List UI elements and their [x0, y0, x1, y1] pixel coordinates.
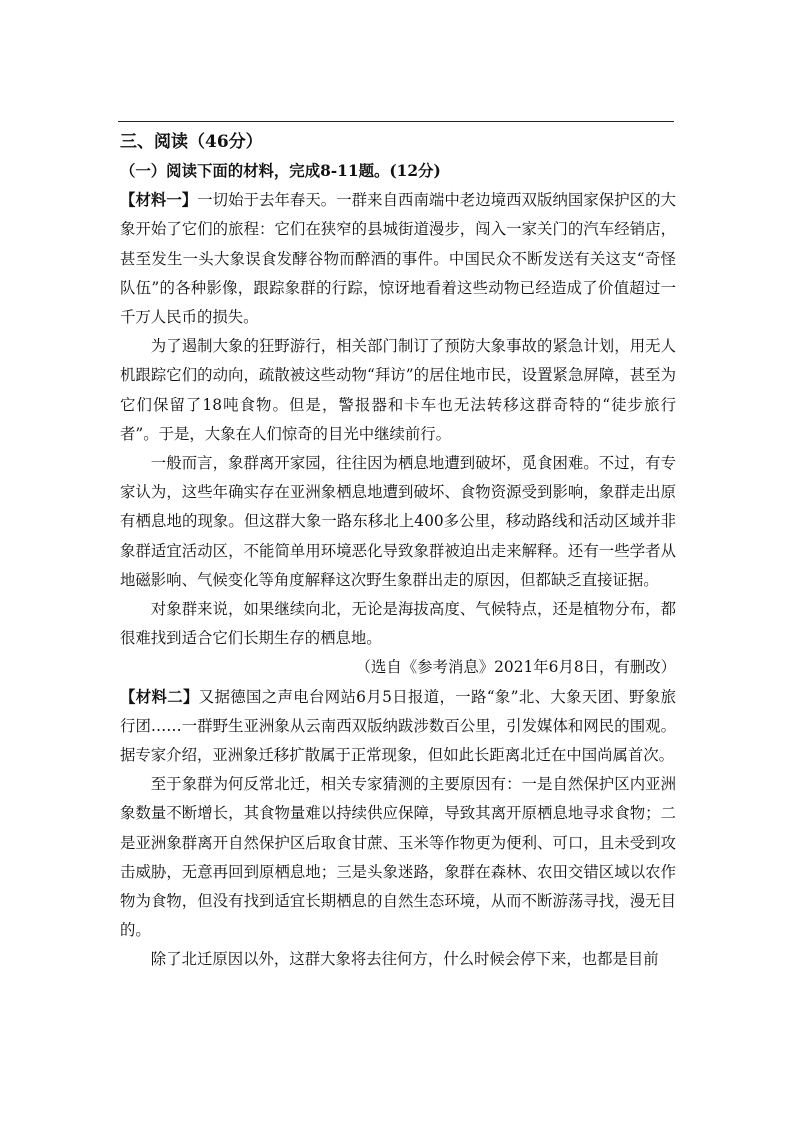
material1-paragraph-1: [120, 186, 676, 332]
reading-content: [120, 127, 676, 975]
header-rule: [118, 121, 674, 122]
material1-paragraph-2: 为了遏制大象的狂野游行，相关部门制订了预防大象事故的紧急计划，用无人机跟踪它们的动向，疏散被这些动物“拜访”的居住地市民，设置紧急屏障，甚至为它们保留了18吨食物。但是，警报器和卡车也无法转移这群奇特的“徒步旅行者”。于是，大象在人们惊奇的目光中继续前行。: [120, 337, 676, 443]
material1-label: 【材料一】: [120, 191, 198, 210]
material2-paragraph-1: [120, 683, 676, 771]
material1-source: （选自《参考消息》2021年6月8日，有删改）: [355, 658, 676, 677]
material2-label: 【材料二】: [120, 687, 199, 706]
section-title: 三、阅读（46分）: [120, 132, 263, 152]
material2-para1-text: 又据德国之声电台网站6月5日报道，一路“象”北、大象天团、野象旅行团……一群野生亚洲象从云南西双版纳跋涉数百公里，引发媒体和网民的围观。据专家介绍，亚洲象迁移扩散属于正常现象，但如此长距离北迁在中国尚属首次。: [120, 687, 676, 765]
material1-paragraph-3: 一般而言，象群离开家园，往往因为栖息地遭到破坏，觅食困难。不过，有专家认为，这些年确实存在亚洲象栖息地遭到破坏、食物资源受到影响，象群走出原有栖息地的现象。但这群大象一路东移北上400多公里，移动路线和活动区域并非象群适宜活动区，不能简单用环境恶化导致象群被迫出走来解释。还有一些学者从地磁影响、气候变化等角度解释这次野生象群出走的原因，但都缺乏直接证据。: [120, 454, 676, 589]
material2-paragraph-2: 至于象群为何反常北迁，相关专家猜测的主要原因有：一是自然保护区内亚洲象数量不断增长，其食物量难以持续供应保障，导致其离开原栖息地寻求食物；二是亚洲象群离开自然保护区后取食甘蔗、玉米等作物更为便利、可口，且未受到攻击威胁，无意再回到原栖息地；三是头象迷路，象群在森林、农田交错区域以农作物为食物，但没有找到适宜长期栖息的自然生态环境，从而不断游荡寻找，漫无目的。: [120, 775, 676, 940]
subsection-title: （一）阅读下面的材料，完成8-11题。(12分): [120, 162, 441, 180]
material2-paragraph-3: 除了北迁原因以外，这群大象将去往何方，什么时候会停下来，也都是目前: [150, 950, 659, 969]
material1-paragraph-4: 对象群来说，如果继续向北，无论是海拔高度、气候特点，还是植物分布，都很难找到适合它们长期生存的栖息地。: [120, 600, 676, 648]
material1-para1-text: 一切始于去年春天。一群来自西南端中老边境西双版纳国家保护区的大象开始了它们的旅程：它们在狭窄的县城街道漫步，闯入一家关门的汽车经销店，甚至发生一头大象误食发酵谷物而醉酒的事件。中国民众不断发送有关这支“奇怪队伍”的各种影像，跟踪象群的行踪，惊讶地看着这些动物已经造成了价值超过一千万人民币的损失。: [120, 191, 676, 327]
